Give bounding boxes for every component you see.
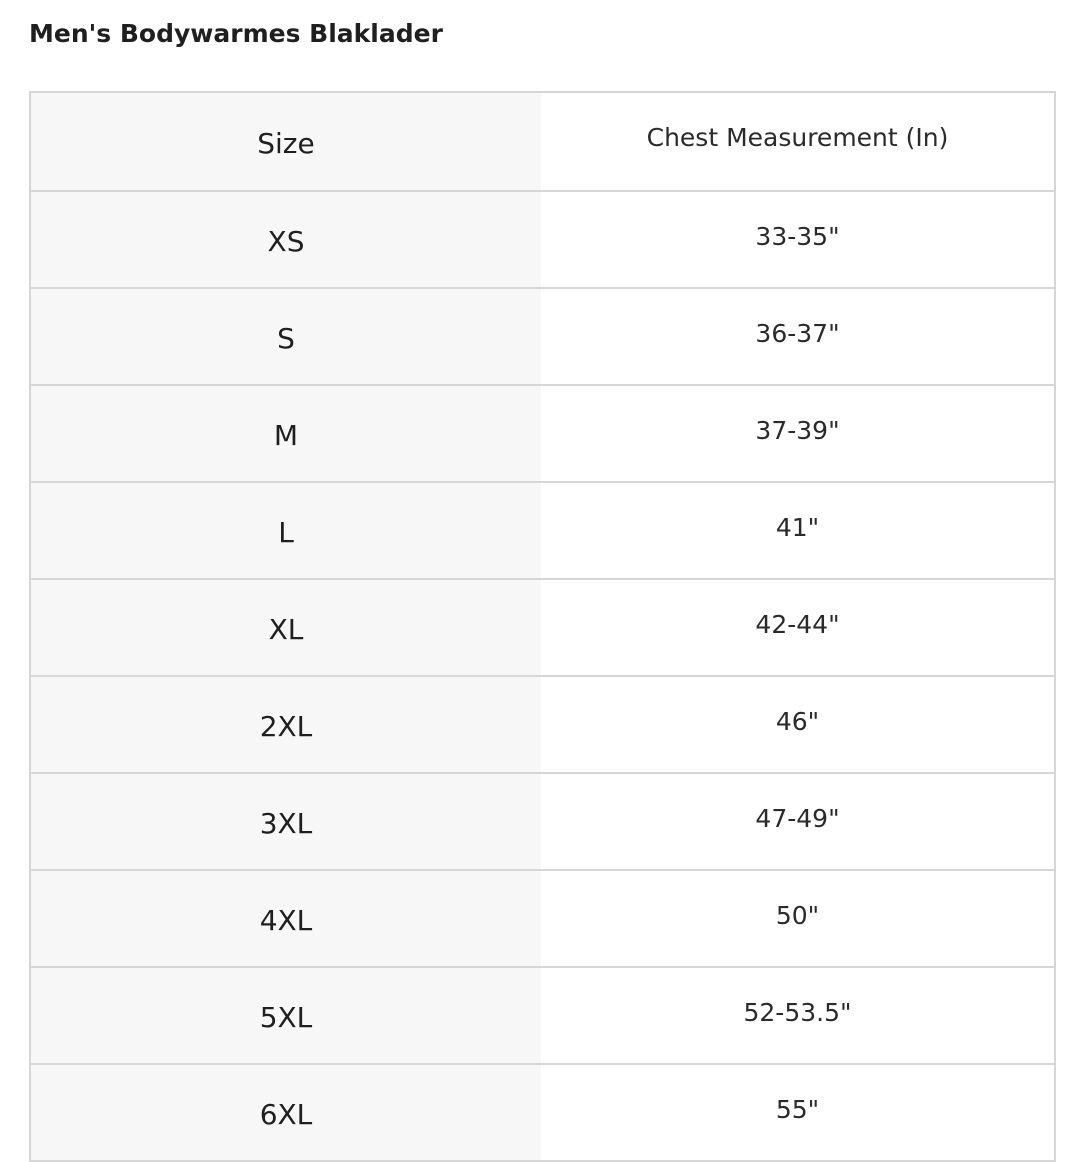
table-row	[30, 870, 1055, 967]
size-cell: XS	[30, 191, 541, 288]
size-cell: 4XL	[30, 870, 541, 967]
table-body	[30, 191, 1055, 1161]
chest-cell: 46"	[541, 676, 1055, 773]
header-size: Size	[30, 92, 541, 191]
chest-cell: 36-37"	[541, 288, 1055, 385]
size-cell: S	[30, 288, 541, 385]
chest-cell: 55"	[541, 1064, 1055, 1161]
table-row	[30, 1064, 1055, 1161]
table-row	[30, 676, 1055, 773]
chest-cell: 33-35"	[541, 191, 1055, 288]
size-cell: M	[30, 385, 541, 482]
table-row	[30, 967, 1055, 1064]
table-row	[30, 579, 1055, 676]
table-row	[30, 773, 1055, 870]
table-header	[30, 92, 1055, 191]
chest-cell: 42-44"	[541, 579, 1055, 676]
chest-cell: 41"	[541, 482, 1055, 579]
chest-cell: 47-49"	[541, 773, 1055, 870]
header-row	[30, 92, 1055, 191]
chest-cell: 37-39"	[541, 385, 1055, 482]
size-cell: 6XL	[30, 1064, 541, 1161]
size-cell: L	[30, 482, 541, 579]
header-chest-measurement: Chest Measurement (In)	[541, 92, 1055, 191]
table-row	[30, 191, 1055, 288]
chest-cell: 52-53.5"	[541, 967, 1055, 1064]
size-cell: XL	[30, 579, 541, 676]
size-cell: 3XL	[30, 773, 541, 870]
size-cell: 2XL	[30, 676, 541, 773]
page-title: Men's Bodywarmes Blaklader	[29, 19, 443, 48]
table-row	[30, 288, 1055, 385]
table-row	[30, 385, 1055, 482]
size-chart-table	[29, 91, 1056, 1162]
size-cell: 5XL	[30, 967, 541, 1064]
chest-cell: 50"	[541, 870, 1055, 967]
table-row	[30, 482, 1055, 579]
